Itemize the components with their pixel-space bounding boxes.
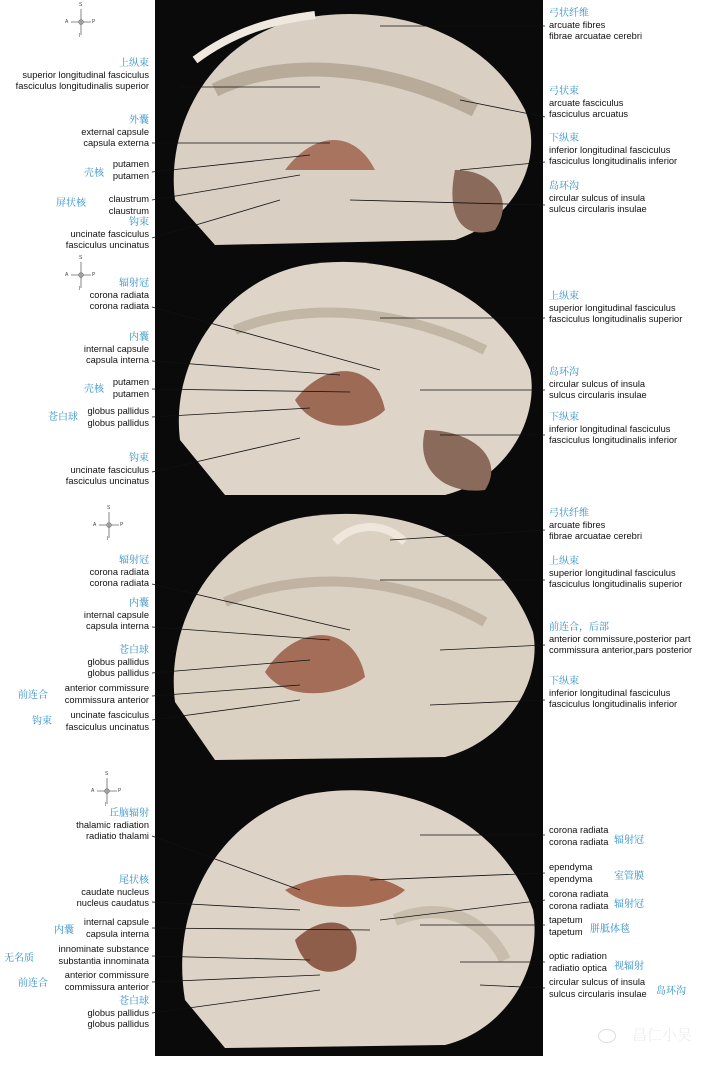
label-internal-capsule: internal capsule capsula interna bbox=[83, 917, 149, 939]
label-ependyma-cn: 室管膜 bbox=[614, 871, 644, 882]
label-globus-pallidus: 苍白球 globus pallidus globus pallidus bbox=[87, 645, 149, 678]
label-corona-radiata: 辐射冠 corona radiata corona radiata bbox=[89, 555, 149, 588]
label-inferior-longitudinal-fasciculus: 下纵束 inferior longitudinal fasciculus fasciculus longitudinalis inferior bbox=[549, 676, 678, 709]
label-globus-pallidus: globus pallidus globus pallidus bbox=[87, 406, 149, 428]
label-innominate-substance: innominate substance substantia innominata bbox=[58, 944, 149, 966]
label-claustrum: claustrum claustrum bbox=[108, 194, 149, 216]
label-circular-sulcus-insula-cn: 岛环沟 bbox=[656, 986, 686, 997]
brain-panel-4 bbox=[155, 770, 543, 1056]
label-anterior-commissure-posterior: 前连合，后部 anterior commissure,posterior part commissura anterior,pars posterior bbox=[549, 622, 693, 655]
label-optic-radiation-cn: 视辐射 bbox=[614, 961, 644, 972]
label-thalamic-radiation: 丘脑辐射 thalamic radiation radiatio thalami bbox=[76, 808, 149, 841]
label-uncinate-fasciculus: 钩束 uncinate fasciculus fasciculus uncinatus bbox=[65, 217, 149, 250]
label-globus-pallidus: 苍白球 globus pallidus globus pallidus bbox=[87, 996, 149, 1029]
label-claustrum-cn: 屏状核 bbox=[56, 198, 86, 209]
label-circular-sulcus-insula: circular sulcus of insula sulcus circularis insulae bbox=[549, 977, 647, 999]
label-caudate-nucleus: 尾状核 caudate nucleus nucleus caudatus bbox=[76, 875, 149, 908]
label-internal-capsule-cn: 内囊 bbox=[54, 925, 74, 936]
label-corona-radiata-cn: 辐射冠 bbox=[614, 835, 644, 846]
label-globus-pallidus-cn: 苍白球 bbox=[48, 412, 78, 423]
label-arcuate-fibres: 弓状纤维 arcuate fibres fibrae arcuatae cerebri bbox=[549, 8, 643, 41]
label-external-capsule: 外囊 external capsule capsula externa bbox=[81, 115, 149, 148]
label-arcuate-fasciculus: 弓状束 arcuate fasciculus fasciculus arcuatus bbox=[549, 86, 629, 119]
label-superior-longitudinal-fasciculus: 上纵束 superior longitudinal fasciculus fasciculus longitudinalis superior bbox=[15, 58, 149, 91]
label-inferior-longitudinal-fasciculus: 下纵束 inferior longitudinal fasciculus fasciculus longitudinalis inferior bbox=[549, 133, 678, 166]
label-anterior-commissure-cn: 前连合 bbox=[18, 690, 48, 701]
label-anterior-commissure: anterior commissure commissura anterior bbox=[64, 970, 149, 992]
wechat-icon bbox=[598, 1029, 616, 1043]
label-putamen-cn: 壳核 bbox=[84, 384, 104, 395]
label-uncinate-fasciculus: uncinate fasciculus fasciculus uncinatus bbox=[65, 710, 149, 732]
watermark: 昌仁小吴 bbox=[631, 1026, 692, 1044]
label-corona-radiata-2-cn: 辐射冠 bbox=[614, 899, 644, 910]
label-internal-capsule: 内囊 internal capsule capsula interna bbox=[83, 598, 149, 631]
label-uncinate-fasciculus: 钩束 uncinate fasciculus fasciculus uncinatus bbox=[65, 453, 149, 486]
label-tapetum: tapetum tapetum bbox=[549, 915, 583, 937]
label-uncinate-fasciculus-cn: 钩束 bbox=[32, 716, 52, 727]
label-superior-longitudinal-fasciculus: 上纵束 superior longitudinal fasciculus fasciculus longitudinalis superior bbox=[549, 291, 683, 324]
label-corona-radiata-2: corona radiata corona radiata bbox=[549, 889, 609, 911]
orientation-compass: S I A P bbox=[65, 2, 96, 39]
label-ependyma: ependyma ependyma bbox=[549, 862, 593, 884]
label-tapetum-cn: 胼胝体毯 bbox=[590, 924, 630, 935]
label-putamen: putamen putamen bbox=[112, 377, 149, 399]
label-anterior-commissure: anterior commissure commissura anterior bbox=[64, 683, 149, 705]
label-circular-sulcus-insula: 岛环沟 circular sulcus of insula sulcus circularis insulae bbox=[549, 367, 647, 400]
label-corona-radiata: 辐射冠 corona radiata corona radiata bbox=[89, 278, 149, 311]
label-superior-longitudinal-fasciculus: 上纵束 superior longitudinal fasciculus fasciculus longitudinalis superior bbox=[549, 556, 683, 589]
brain-panel-2 bbox=[155, 250, 543, 502]
label-inferior-longitudinal-fasciculus: 下纵束 inferior longitudinal fasciculus fasciculus longitudinalis inferior bbox=[549, 412, 678, 445]
orientation-compass: S I A P bbox=[65, 255, 96, 292]
orientation-compass: S I A P bbox=[93, 505, 124, 542]
label-putamen-cn: 壳核 bbox=[84, 168, 104, 179]
brain-panel-1 bbox=[155, 0, 543, 250]
label-internal-capsule: 内囊 internal capsule capsula interna bbox=[83, 332, 149, 365]
label-circular-sulcus-insula: 岛环沟 circular sulcus of insula sulcus circularis insulae bbox=[549, 181, 647, 214]
label-putamen: putamen putamen bbox=[112, 159, 149, 181]
label-anterior-commissure-cn: 前连合 bbox=[18, 978, 48, 989]
brain-panel-3 bbox=[155, 502, 543, 770]
orientation-compass: S I A P bbox=[91, 771, 122, 808]
label-arcuate-fibres: 弓状纤维 arcuate fibres fibrae arcuatae cerebri bbox=[549, 508, 643, 541]
label-corona-radiata: corona radiata corona radiata bbox=[549, 825, 609, 847]
label-innominate-substance-cn: 无名质 bbox=[4, 953, 34, 964]
label-optic-radiation: optic radiation radiatio optica bbox=[549, 951, 607, 973]
